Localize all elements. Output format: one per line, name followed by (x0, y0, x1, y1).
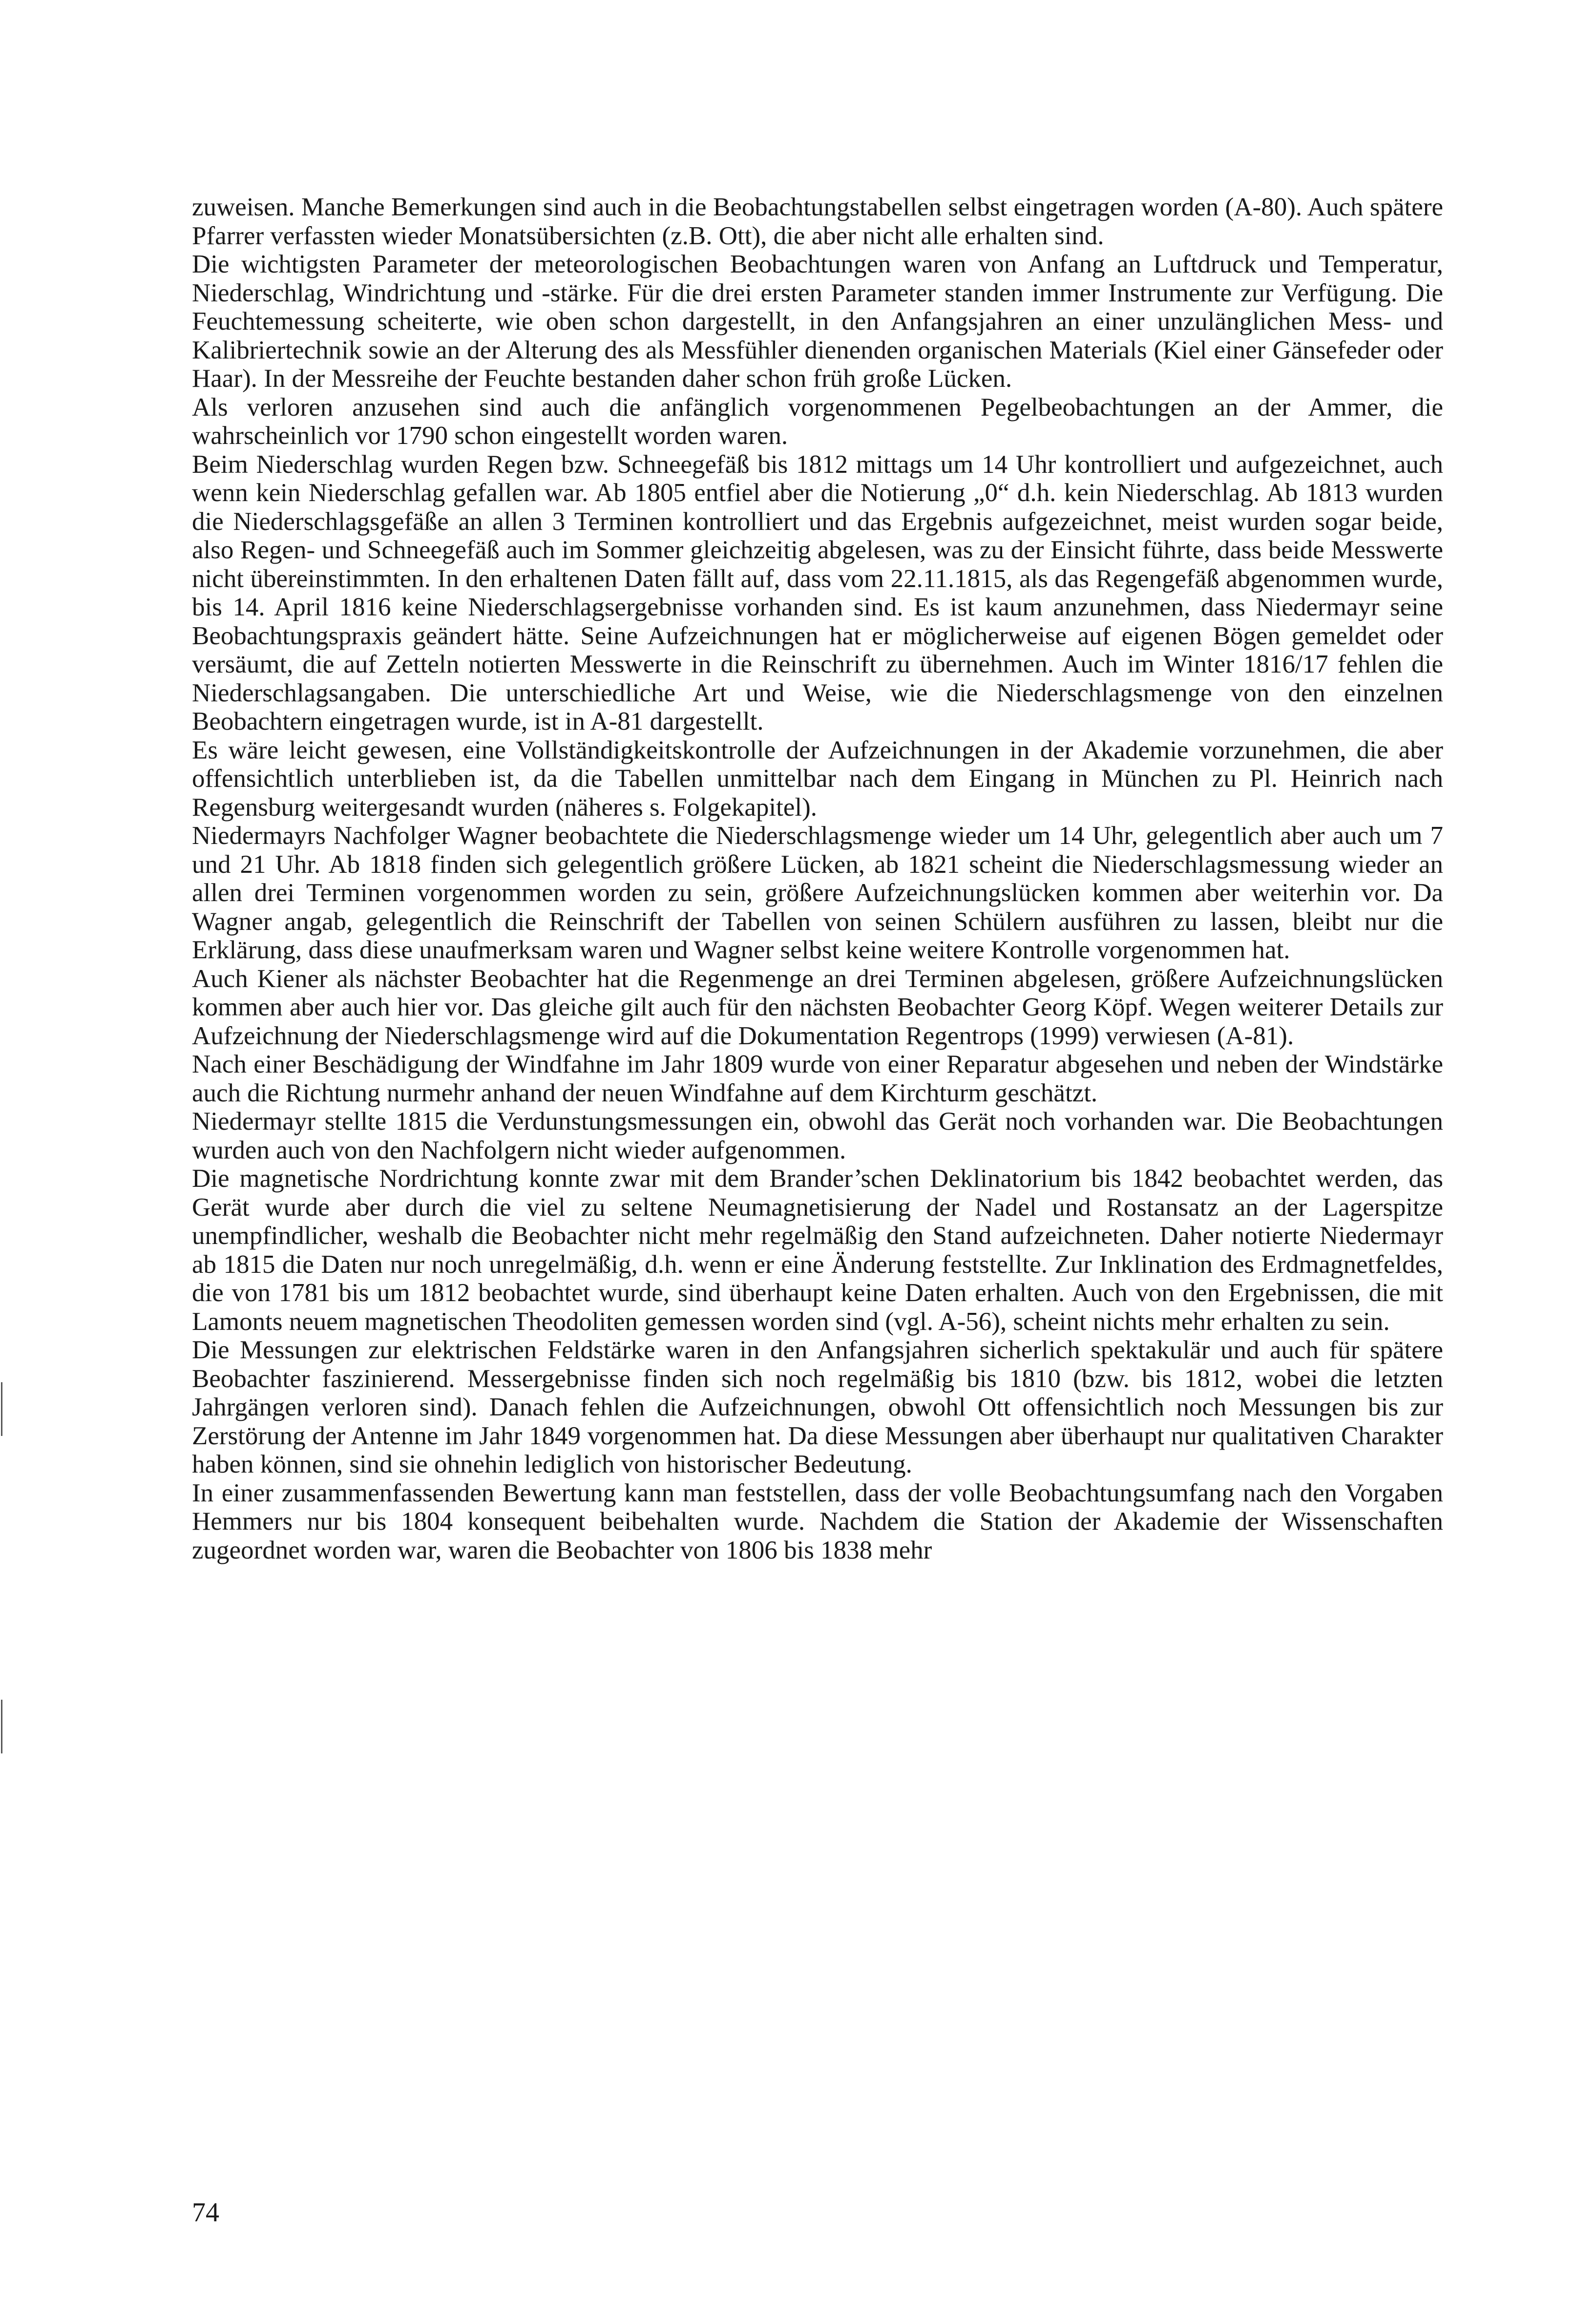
paragraph: Die magnetische Nordrichtung konnte zwar mit dem Brander’schen Deklinatorium bis 1842 beobachtet werden, das Gerät wurde aber durch die viel zu seltene Neumagnetisierung der Nadel und Rostansatz an der Lagerspitze unempfindlicher, weshalb die Beobachter nicht mehr regelmäßig den Stand aufzeichneten. Daher notierte Niedermayr ab 1815 die Daten nur noch unregelmäßig, d.h. wenn er eine Änderung feststellte. Zur Inklination des Erdmagnetfeldes, die von 1781 bis um 1812 beobachtet wurde, sind überhaupt keine Daten erhalten. Auch von den Ergebnissen, die mit Lamonts neuem magnetischen Theodoliten gemessen worden sind (vgl. A-56), scheint nichts mehr erhalten zu sein. (192, 1164, 1443, 1336)
paragraph: Die Messungen zur elektrischen Feldstärke waren in den Anfangsjahren sicherlich spektakulär und auch für spätere Beobachter faszinierend. Messergebnisse finden sich noch regelmäßig bis 1810 (bzw. bis 1812, wobei die letzten Jahrgängen verloren sind). Danach fehlen die Aufzeichnungen, obwohl Ott offensichtlich noch Messungen bis zur Zerstörung der Antenne im Jahr 1849 vorgenommen hat. Da diese Messungen aber überhaupt nur qualitativen Charakter haben können, sind sie ohnehin lediglich von historischer Bedeutung. (192, 1336, 1443, 1478)
paragraph: Niedermayr stellte 1815 die Verdunstungsmessungen ein, obwohl das Gerät noch vorhanden war. Die Beobachtungen wurden auch von den Nachfolgern nicht wieder aufgenommen. (192, 1107, 1443, 1164)
scan-edge-mark (1, 1382, 2, 1436)
paragraph: In einer zusammenfassenden Bewertung kann man feststellen, dass der volle Beobachtungsumfang nach den Vorgaben Hemmers nur bis 1804 konsequent beibehalten wurde. Nachdem die Station der Akademie der Wissenschaften zugeordnet worden war, waren die Beobachter von 1806 bis 1838 mehr (192, 1478, 1443, 1564)
paragraph: Beim Niederschlag wurden Regen bzw. Schneegefäß bis 1812 mittags um 14 Uhr kontrolliert und aufgezeichnet, auch wenn kein Niederschlag gefallen war. Ab 1805 entfiel aber die Notierung „0“ d.h. kein Niederschlag. Ab 1813 wurden die Niederschlagsgefäße an allen 3 Terminen kontrolliert und das Ergebnis aufgezeichnet, meist wurden sogar beide, also Regen- und Schneegefäß auch im Sommer gleichzeitig abgelesen, was zu der Einsicht führte, dass beide Messwerte nicht übereinstimmten. In den erhaltenen Daten fällt auf, dass vom 22.11.1815, als das Regengefäß abgenommen wurde, bis 14. April 1816 keine Niederschlagsergebnisse vorhanden sind. Es ist kaum anzunehmen, dass Niedermayr seine Beobachtungspraxis geändert hätte. Seine Aufzeichnungen hat er möglicherweise auf eigenen Bögen gemeldet oder versäumt, die auf Zetteln notierten Messwerte in die Reinschrift zu übernehmen. Auch im Winter 1816/17 fehlen die Niederschlagsangaben. Die unterschiedliche Art und Weise, wie die Niederschlagsmenge von den einzelnen Beobachtern eingetragen wurde, ist in A-81 dargestellt. (192, 450, 1443, 736)
paragraph: Nach einer Beschädigung der Windfahne im Jahr 1809 wurde von einer Reparatur abgesehen und neben der Windstärke auch die Richtung nurmehr anhand der neuen Windfahne auf dem Kirchturm geschätzt. (192, 1050, 1443, 1107)
page-number: 74 (192, 2197, 219, 2228)
scan-edge-mark (1, 1700, 2, 1753)
paragraph: Niedermayrs Nachfolger Wagner beobachtete die Niederschlagsmenge wieder um 14 Uhr, gelegentlich aber auch um 7 und 21 Uhr. Ab 1818 finden sich gelegentlich größere Lücken, ab 1821 scheint die Niederschlagsmessung wieder an allen drei Terminen vorgenommen worden zu sein, größere Aufzeichnungslücken kommen aber weiterhin vor. Da Wagner angab, gelegentlich die Reinschrift der Tabellen von seinen Schülern ausführen zu lassen, bleibt nur die Erklärung, dass diese unaufmerksam waren und Wagner selbst keine weitere Kontrolle vorgenommen hat. (192, 822, 1443, 964)
paragraph: Als verloren anzusehen sind auch die anfänglich vorgenommenen Pegelbeobachtungen an der Ammer, die wahrscheinlich vor 1790 schon eingestellt worden waren. (192, 393, 1443, 450)
body-text (192, 193, 1443, 2205)
paragraph: Die wichtigsten Parameter der meteorologischen Beobachtungen waren von Anfang an Luftdruck und Temperatur, Niederschlag, Windrichtung und -stärke. Für die drei ersten Parameter standen immer Instrumente zur Verfügung. Die Feuchtemessung scheiterte, wie oben schon dargestellt, in den Anfangsjahren an einer unzulänglichen Mess- und Kalibriertechnik sowie an der Alterung des als Messfühler dienenden organischen Materials (Kiel einer Gänsefeder oder Haar). In der Messreihe der Feuchte bestanden daher schon früh große Lücken. (192, 250, 1443, 393)
paragraph: zuweisen. Manche Bemerkungen sind auch in die Beobachtungstabellen selbst eingetragen worden (A-80). Auch spätere Pfarrer verfassten wieder Monatsübersichten (z.B. Ott), die aber nicht alle erhalten sind. (192, 193, 1443, 250)
paragraph: Es wäre leicht gewesen, eine Vollständigkeitskontrolle der Aufzeichnungen in der Akademie vorzunehmen, die aber offensichtlich unterblieben ist, da die Tabellen unmittelbar nach dem Eingang in München zu Pl. Heinrich nach Regensburg weitergesandt wurden (näheres s. Folgekapitel). (192, 736, 1443, 822)
paragraph: Auch Kiener als nächster Beobachter hat die Regenmenge an drei Terminen abgelesen, größere Aufzeichnungslücken kommen aber auch hier vor. Das gleiche gilt auch für den nächsten Beobachter Georg Köpf. Wegen weiterer Details zur Aufzeichnung der Niederschlagsmenge wird auf die Dokumentation Regentrops (1999) verwiesen (A-81). (192, 964, 1443, 1050)
